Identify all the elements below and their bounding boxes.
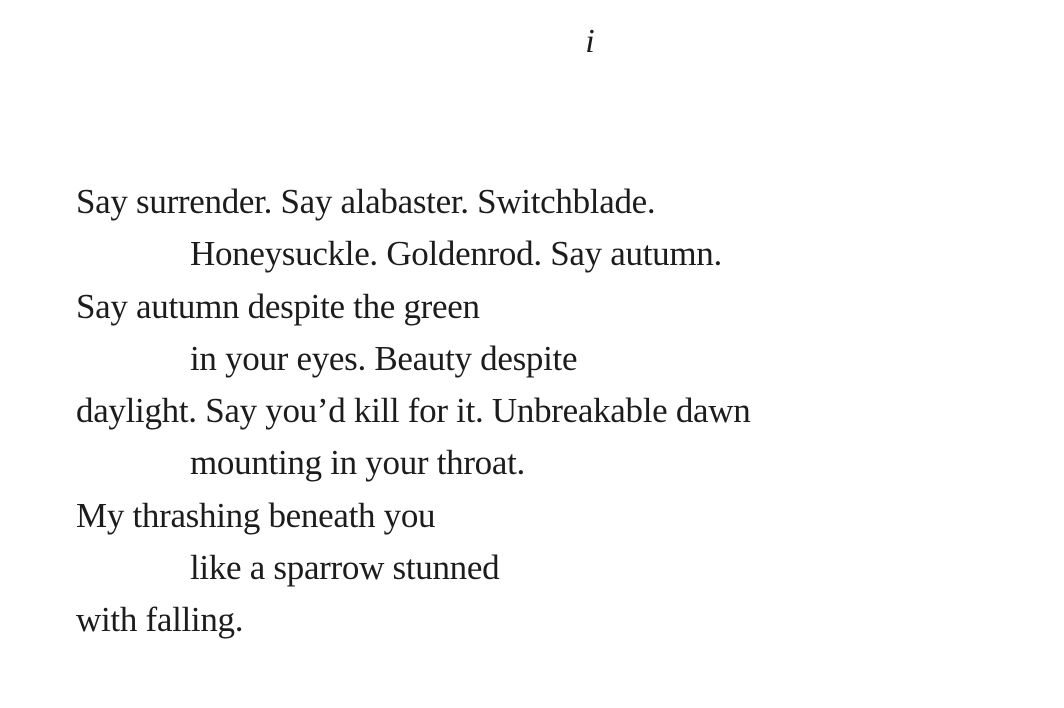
poem-line: Say autumn despite the green bbox=[76, 286, 480, 326]
poem-line: Honeysuckle. Goldenrod. Say autumn. bbox=[190, 234, 722, 274]
poem-line: in your eyes. Beauty despite bbox=[190, 338, 578, 378]
poem-line: Say surrender. Say alabaster. Switchblade. bbox=[76, 182, 656, 221]
poem-line: like a sparrow stunned bbox=[190, 548, 500, 588]
section-numeral: i bbox=[585, 23, 595, 60]
poem-line: with falling. bbox=[76, 600, 244, 640]
poem bbox=[76, 176, 1036, 647]
poem-line: My thrashing beneath you bbox=[76, 495, 436, 535]
poem-line: mounting in your throat. bbox=[190, 443, 525, 483]
poem-line: daylight. Say you’d kill for it. Unbreakable dawn bbox=[76, 391, 751, 431]
